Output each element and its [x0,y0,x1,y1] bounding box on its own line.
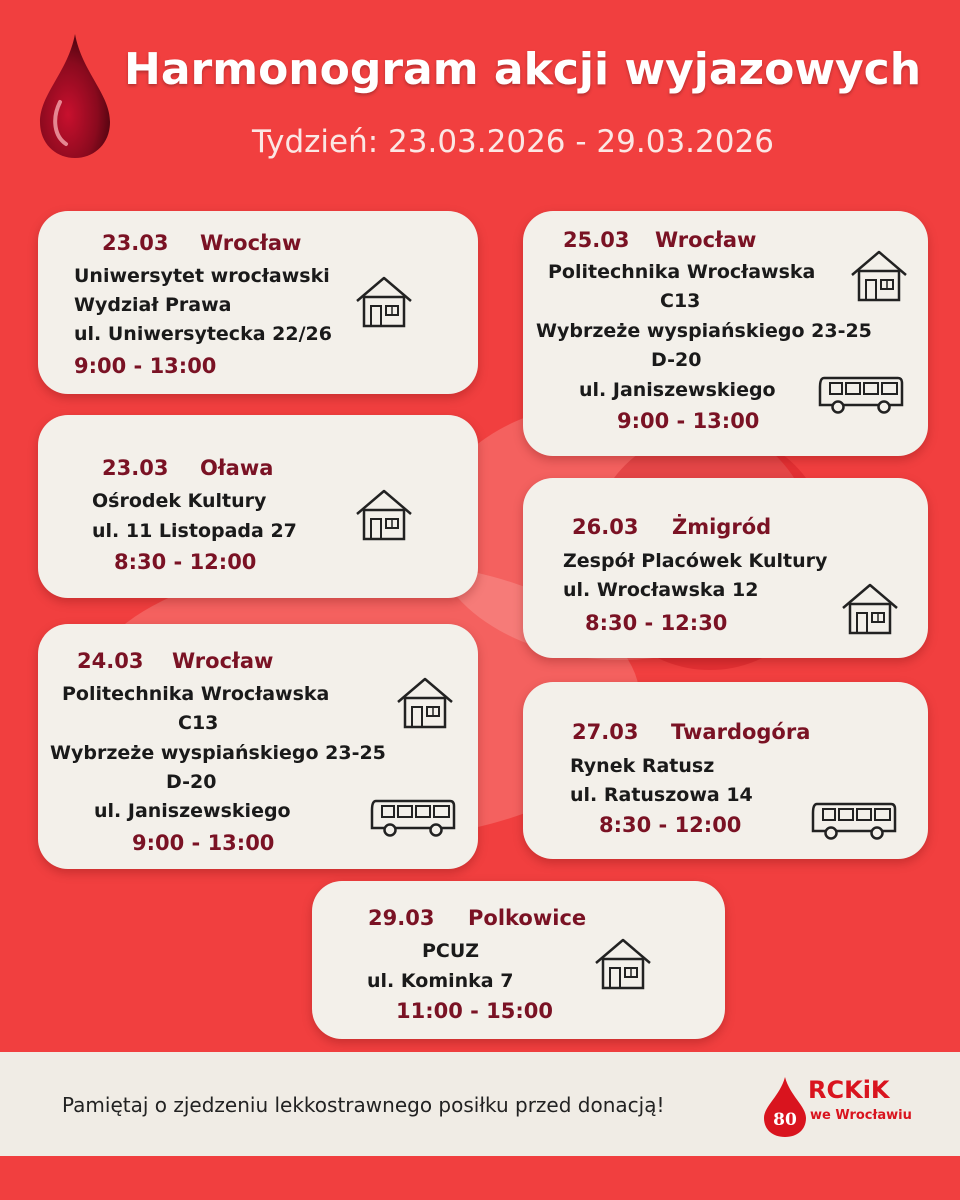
event-location-line: D-20 [651,349,702,371]
event-date: 24.03 [77,649,144,673]
event-location-line: Zespół Placówek Kultury [563,550,828,572]
event-city: Wrocław [172,649,274,673]
logo-badge: 80 [773,1110,797,1130]
event-card [523,682,928,859]
event-time: 8:30 - 12:00 [599,813,742,837]
event-card [523,478,928,658]
event-time: 9:00 - 13:00 [617,409,760,433]
event-location-line: ul. Wrocławska 12 [563,579,759,601]
house-icon [850,249,908,303]
event-time: 9:00 - 13:00 [132,831,275,855]
logo-subtitle: we Wrocławiu [810,1108,912,1123]
logo-name: RCKiK [808,1076,890,1104]
event-location-line: Ośrodek Kultury [92,490,267,512]
event-date: 29.03 [368,906,435,930]
logo-drop-icon [762,1076,808,1138]
footer-bar [0,1052,960,1156]
event-city: Żmigród [672,515,772,539]
house-icon [355,275,413,329]
bus-icon [370,798,456,838]
event-location-line: ul. Ratuszowa 14 [570,784,753,806]
event-location-line: ul. Kominka 7 [367,970,514,992]
event-city: Polkowice [468,906,587,930]
event-card [38,415,478,598]
house-icon [594,937,652,991]
event-date: 26.03 [572,515,639,539]
event-location-line: Uniwersytet wrocławski [74,265,330,287]
event-location-line: D-20 [166,771,217,793]
blood-drop-icon [38,32,112,160]
event-location-line: ul. 11 Listopada 27 [92,520,297,542]
event-card [312,881,725,1039]
event-location-line: ul. Janiszewskiego [94,800,291,822]
event-time: 8:30 - 12:30 [585,611,728,635]
event-location-line: C13 [660,290,701,312]
house-icon [355,488,413,542]
rckik-logo [762,1074,912,1138]
event-location-line: ul. Janiszewskiego [579,379,776,401]
event-location-line: Politechnika Wrocławska [62,683,330,705]
event-city: Oława [200,456,274,480]
event-time: 8:30 - 12:00 [114,550,257,574]
house-icon [841,582,899,636]
event-date: 27.03 [572,720,639,744]
house-icon [396,676,454,730]
event-location-line: Rynek Ratusz [570,755,715,777]
event-date: 23.03 [102,231,169,255]
event-city: Wrocław [200,231,302,255]
event-time: 11:00 - 15:00 [396,999,554,1023]
event-location-line: Wybrzeże wyspiańskiego 23-25 [536,320,872,342]
page-title: Harmonogram akcji wyjazowych [124,44,922,95]
header [0,0,960,200]
event-location-line: Wydział Prawa [74,294,232,316]
week-range: Tydzień: 23.03.2026 - 29.03.2026 [252,124,774,160]
bus-icon [811,801,897,841]
footer-note: Pamiętaj o zjedzeniu lekkostrawnego posiłku przed donacją! [62,1093,665,1117]
event-location-line: Politechnika Wrocławska [548,261,816,283]
event-city: Twardogóra [671,720,811,744]
event-location-line: C13 [178,712,219,734]
event-city: Wrocław [655,228,757,252]
event-date: 25.03 [563,228,630,252]
event-location-line: ul. Uniwersytecka 22/26 [74,323,332,345]
event-card [38,211,478,394]
event-location-line: Wybrzeże wyspiańskiego 23-25 [50,742,386,764]
bus-icon [818,375,904,415]
event-date: 23.03 [102,456,169,480]
event-card [38,624,478,869]
event-time: 9:00 - 13:00 [74,354,217,378]
event-location-line: PCUZ [422,940,480,962]
event-card [523,211,928,456]
